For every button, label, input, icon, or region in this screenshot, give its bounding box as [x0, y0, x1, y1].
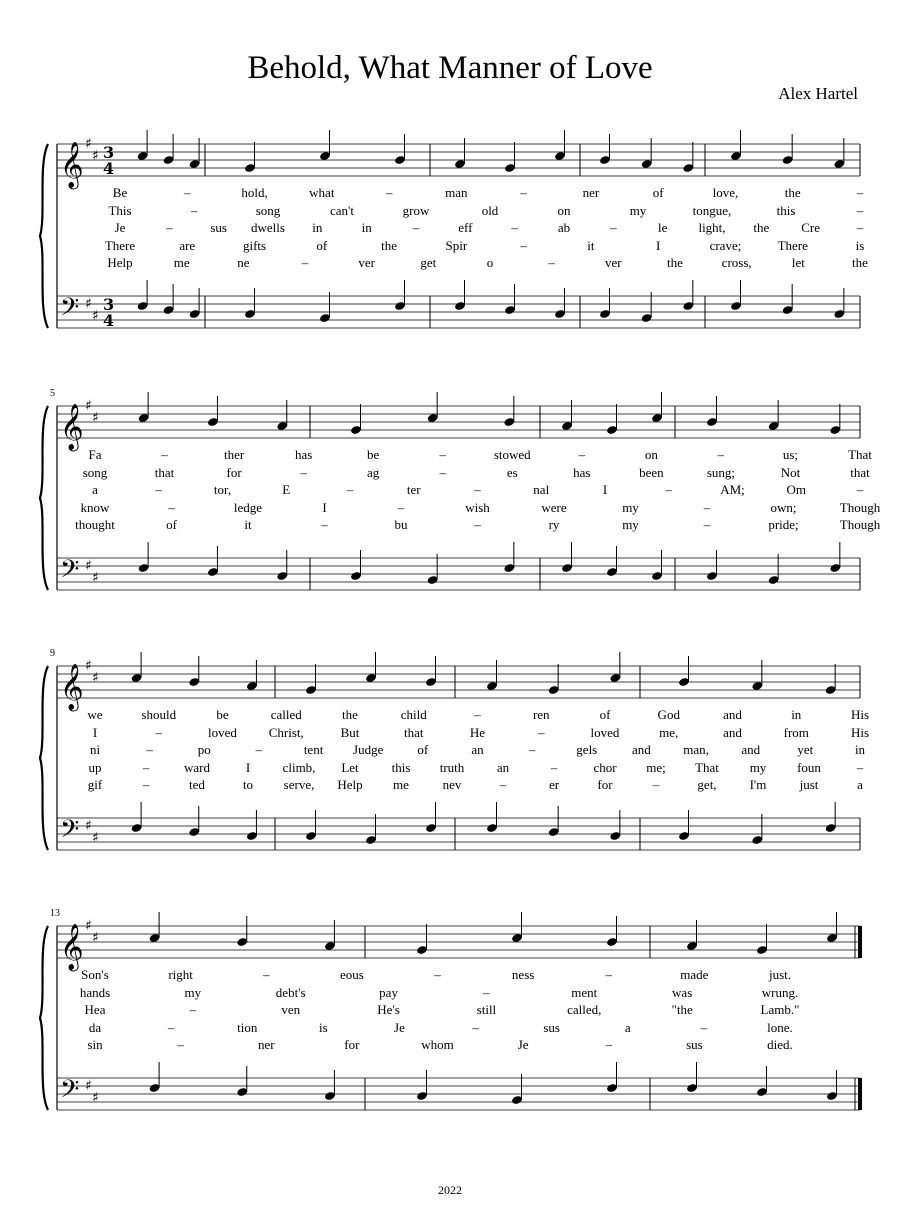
- bass-clef-icon: 𝄢: [60, 293, 80, 328]
- lyric-syllable: ner: [257, 1037, 275, 1053]
- lyric-syllable: gels: [576, 742, 598, 758]
- lyric-syllable: bu: [394, 517, 408, 533]
- lyric-syllable: I: [92, 724, 98, 740]
- lyric-syllable: –: [856, 220, 864, 236]
- lyric-syllable: an: [471, 742, 484, 758]
- lyric-syllable: ness: [511, 967, 535, 982]
- lyric-syllable: loved: [208, 724, 237, 740]
- lyric-syllable: "the: [671, 1002, 693, 1018]
- lyric-syllable: ment: [571, 984, 598, 1000]
- lyric-syllable: crave;: [709, 237, 742, 253]
- lyric-syllable: He: [469, 724, 486, 740]
- lyric-syllable: debt's: [275, 984, 306, 1000]
- lyric-syllable: loved: [590, 724, 620, 740]
- lyric-syllable: –: [483, 984, 490, 1000]
- lyric-syllable: –: [155, 724, 162, 740]
- lyric-syllable: that: [154, 464, 175, 480]
- lyric-syllable: and: [723, 707, 742, 722]
- lyric-syllable: ledge: [233, 499, 263, 515]
- lyric-syllable: ver: [358, 255, 375, 271]
- lyric-syllable: po: [197, 742, 211, 758]
- lyric-syllable: sung;: [706, 464, 735, 480]
- lyric-syllable: just: [799, 777, 819, 793]
- lyric-syllable: E: [282, 482, 291, 498]
- lyric-syllable: a: [857, 777, 863, 793]
- lyric-syllable: stowed: [493, 447, 531, 462]
- lyric-syllable: yet: [797, 742, 814, 758]
- lyric-syllable: –: [703, 517, 711, 533]
- lyric-syllable: me: [393, 777, 409, 793]
- lyric-syllable: right: [168, 967, 193, 982]
- lyric-syllable: –: [301, 255, 309, 271]
- lyric-syllable: –: [528, 742, 536, 758]
- lyric-syllable: tion: [237, 1019, 258, 1035]
- lyric-syllable: That: [848, 447, 872, 462]
- time-signature: 4: [103, 311, 115, 330]
- lyric-syllable: climb,: [282, 759, 316, 775]
- lyric-syllable: this: [776, 202, 796, 218]
- lyric-syllable: ne: [237, 255, 250, 271]
- lyric-syllable: eous: [339, 967, 364, 982]
- lyric-syllable: died.: [767, 1037, 793, 1053]
- lyric-syllable: –: [700, 1019, 708, 1035]
- lyric-syllable: Je: [394, 1019, 405, 1035]
- lyric-syllable: be: [367, 447, 380, 462]
- lyric-syllable: it: [587, 237, 595, 253]
- lyric-syllable: tent: [303, 742, 324, 758]
- lyric-syllable: ni: [89, 742, 101, 758]
- lyric-syllable: we: [87, 707, 103, 722]
- lyric-syllable: –: [321, 517, 328, 533]
- lyric-syllable: can't: [330, 202, 354, 218]
- lyric-syllable: old: [481, 202, 499, 218]
- lyric-syllable: my: [629, 202, 647, 218]
- lyric-syllable: Je: [114, 220, 126, 236]
- lyric-syllable: me,: [659, 724, 679, 740]
- lyric-syllable: –: [856, 759, 864, 775]
- lyric-syllable: ren: [532, 707, 550, 722]
- lyric-syllable: in: [854, 742, 866, 758]
- lyric-syllable: is: [318, 1019, 328, 1035]
- lyric-syllable: –: [397, 499, 405, 515]
- lyric-syllable: that: [404, 724, 424, 740]
- lyric-syllable: –: [856, 482, 864, 498]
- lyric-syllable: the: [784, 185, 801, 200]
- lyric-syllable: has: [294, 447, 313, 462]
- lyric-syllable: my: [622, 517, 639, 533]
- lyric-syllable: Om: [786, 482, 806, 498]
- lyric-syllable: Help: [107, 255, 133, 271]
- lyric-syllable: –: [161, 447, 168, 462]
- lyric-syllable: nev: [442, 777, 462, 793]
- lyric-syllable: AM;: [720, 482, 745, 498]
- lyric-syllable: –: [856, 202, 864, 218]
- lyric-syllable: –: [474, 517, 481, 533]
- lyric-syllable: Christ,: [268, 724, 304, 740]
- lyric-syllable: Je: [517, 1037, 529, 1053]
- lyric-syllable: own;: [770, 499, 797, 515]
- lyric-syllable: hands: [79, 984, 111, 1000]
- lyric-syllable: Help: [337, 777, 363, 793]
- lyric-syllable: of: [166, 517, 177, 533]
- lyric-syllable: –: [439, 447, 446, 462]
- lyric-syllable: I'm: [749, 777, 767, 793]
- lyric-syllable: my: [184, 984, 202, 1000]
- lyric-syllable: Son's: [81, 967, 109, 982]
- measure-number-5: 5: [50, 388, 55, 399]
- lyric-syllable: es: [506, 464, 518, 480]
- lyric-syllable: serve,: [283, 777, 315, 793]
- lyric-syllable: be: [216, 707, 229, 722]
- lyric-syllable: Let: [341, 759, 359, 775]
- lyric-syllable: light,: [698, 220, 726, 236]
- lyric-syllable: –: [703, 499, 711, 515]
- lyric-syllable: were: [541, 499, 567, 515]
- lyric-syllable: –: [346, 482, 354, 498]
- lyric-syllable: a: [624, 1019, 631, 1035]
- lyric-syllable: foun: [797, 759, 821, 775]
- lyric-syllable: grow: [402, 202, 430, 218]
- lyric-syllable: –: [520, 237, 527, 253]
- lyric-syllable: da: [88, 1019, 102, 1035]
- lyric-syllable: ven: [281, 1002, 301, 1018]
- lyric-syllable: of: [599, 707, 611, 722]
- treble-clef-icon: 𝄞: [60, 404, 84, 450]
- lyric-syllable: –: [155, 482, 162, 498]
- lyric-syllable: my: [749, 759, 767, 775]
- lyric-syllable: on: [557, 202, 571, 218]
- lyric-syllable: are: [179, 237, 196, 253]
- lyric-syllable: up: [88, 759, 102, 775]
- lyric-syllable: –: [142, 777, 150, 793]
- lyric-syllable: in: [791, 707, 802, 722]
- lyric-syllable: hold,: [241, 185, 268, 200]
- key-sharp-icon: ♯: [85, 296, 92, 312]
- lyric-syllable: Though: [839, 499, 881, 515]
- lyric-syllable: –: [474, 482, 481, 498]
- lyric-syllable: and: [723, 724, 742, 740]
- treble-clef-icon: 𝄞: [60, 142, 84, 188]
- lyric-syllable: I: [602, 482, 608, 498]
- lyric-syllable: –: [434, 967, 441, 982]
- lyric-syllable: –: [146, 742, 153, 758]
- lyric-syllable: –: [184, 185, 191, 200]
- lyric-syllable: know: [80, 499, 110, 515]
- key-sharp-icon: ♯: [92, 930, 99, 946]
- lyric-syllable: ry: [548, 517, 560, 533]
- lyric-syllable: gif: [87, 777, 103, 793]
- footer-year: 2022: [438, 1183, 462, 1197]
- lyric-syllable: pride;: [768, 517, 799, 533]
- lyric-syllable: ter: [406, 482, 421, 498]
- key-sharp-icon: ♯: [92, 148, 99, 164]
- lyric-syllable: I: [322, 499, 327, 515]
- lyric-syllable: –: [439, 464, 446, 480]
- lyric-syllable: eff: [458, 220, 473, 236]
- lyric-syllable: I: [245, 759, 251, 775]
- lyric-syllable: sus: [210, 220, 227, 236]
- lyric-syllable: the: [753, 220, 770, 236]
- lyric-syllable: Lamb.": [760, 1002, 800, 1018]
- lyric-syllable: song: [255, 202, 281, 218]
- lyric-syllable: us;: [782, 447, 799, 462]
- lyric-syllable: truth: [439, 759, 465, 775]
- lyric-syllable: sus: [543, 1019, 560, 1035]
- lyric-syllable: –: [717, 447, 725, 462]
- lyric-syllable: God: [657, 707, 680, 722]
- lyric-syllable: a: [92, 482, 98, 498]
- lyric-syllable: and: [741, 742, 761, 758]
- lyric-syllable: –: [412, 220, 420, 236]
- lyric-syllable: nal: [533, 482, 550, 498]
- lyric-syllable: of: [652, 185, 664, 200]
- lyric-syllable: le: [657, 220, 668, 236]
- key-sharp-icon: ♯: [85, 918, 92, 934]
- lyric-syllable: for: [344, 1037, 360, 1053]
- lyric-syllable: –: [385, 185, 393, 200]
- lyric-syllable: Be: [112, 185, 128, 200]
- lyric-syllable: That: [695, 759, 719, 775]
- lyric-syllable: thought: [75, 517, 115, 533]
- key-sharp-icon: ♯: [92, 830, 99, 846]
- lyric-syllable: pay: [379, 984, 398, 1000]
- lyric-syllable: of: [316, 237, 328, 253]
- lyric-syllable: man,: [683, 742, 709, 758]
- time-signature: 3: [103, 295, 115, 314]
- key-sharp-icon: ♯: [85, 136, 92, 152]
- treble-clef-icon: 𝄞: [60, 924, 84, 970]
- brace: [40, 926, 48, 1110]
- composer-name: Alex Hartel: [778, 84, 858, 103]
- lyric-syllable: –: [474, 707, 481, 722]
- lyric-syllable: Fa: [88, 447, 102, 462]
- lyric-syllable: His: [850, 707, 870, 722]
- lyric-syllable: been: [639, 464, 664, 480]
- lyric-syllable: has: [573, 464, 591, 480]
- lyric-syllable: made: [680, 967, 709, 982]
- lyric-syllable: and: [632, 742, 651, 758]
- lyric-syllable: the: [381, 237, 398, 253]
- lyric-syllable: There: [104, 237, 136, 253]
- lyric-syllable: man: [445, 185, 468, 200]
- lyric-syllable: ver: [605, 255, 622, 271]
- lyric-syllable: –: [168, 499, 175, 515]
- lyric-syllable: the: [667, 255, 683, 271]
- lyric-syllable: o: [486, 255, 494, 271]
- lyric-syllable: chor: [593, 759, 617, 775]
- lyric-syllable: wish: [465, 499, 490, 515]
- key-sharp-icon: ♯: [85, 658, 92, 674]
- lyric-syllable: –: [472, 1019, 479, 1035]
- bass-clef-icon: 𝄢: [60, 555, 80, 590]
- lyric-syllable: –: [511, 220, 518, 236]
- key-sharp-icon: ♯: [85, 1078, 92, 1094]
- lyric-syllable: –: [578, 447, 586, 462]
- lyric-syllable: –: [189, 1002, 197, 1018]
- lyric-syllable: is: [855, 237, 865, 253]
- treble-clef-icon: 𝄞: [60, 664, 84, 710]
- lyric-syllable: er: [548, 777, 560, 793]
- lyric-syllable: just.: [768, 967, 792, 982]
- lyric-syllable: get,: [697, 777, 717, 793]
- lyric-syllable: to: [242, 777, 254, 793]
- key-sharp-icon: ♯: [92, 670, 99, 686]
- lyric-syllable: ted: [189, 777, 205, 793]
- lyric-syllable: –: [177, 1037, 184, 1053]
- brace: [40, 666, 48, 850]
- lyric-syllable: –: [167, 1019, 175, 1035]
- lyric-syllable: –: [520, 185, 527, 200]
- lyric-syllable: on: [644, 447, 658, 462]
- measure-number-13: 13: [50, 908, 60, 919]
- lyric-syllable: love,: [712, 185, 739, 200]
- lyric-syllable: –: [652, 777, 660, 793]
- lyric-syllable: wrung.: [761, 984, 799, 1000]
- key-sharp-icon: ♯: [85, 398, 92, 414]
- lyric-syllable: –: [190, 202, 198, 218]
- lyric-syllable: called: [270, 707, 302, 722]
- lyric-syllable: for: [226, 464, 242, 480]
- lyric-syllable: sin: [87, 1037, 103, 1053]
- lyric-syllable: was: [672, 984, 693, 1000]
- lyric-syllable: –: [499, 777, 507, 793]
- lyric-syllable: Cre: [801, 220, 821, 236]
- score-title: Behold, What Manner of Love: [247, 50, 653, 86]
- lyric-syllable: Judge: [353, 742, 384, 758]
- lyric-syllable: Spir: [445, 237, 468, 253]
- lyric-syllable: me;: [646, 759, 666, 775]
- time-signature: 4: [103, 159, 115, 178]
- lyric-syllable: –: [610, 220, 617, 236]
- lyric-syllable: tor,: [213, 482, 232, 498]
- lyric-syllable: let: [791, 255, 805, 271]
- key-sharp-icon: ♯: [85, 558, 92, 574]
- key-sharp-icon: ♯: [85, 818, 92, 834]
- lyric-syllable: for: [597, 777, 613, 793]
- lyric-syllable: Not: [780, 464, 801, 480]
- lyric-syllable: whom: [421, 1037, 454, 1053]
- lyric-syllable: –: [142, 759, 150, 775]
- lyric-syllable: Though: [839, 517, 881, 533]
- lyric-syllable: it: [244, 517, 252, 533]
- lyric-syllable: lone.: [767, 1019, 793, 1035]
- lyric-syllable: –: [538, 724, 545, 740]
- lyric-syllable: sus: [686, 1037, 703, 1053]
- lyric-syllable: Hea: [84, 1002, 106, 1018]
- lyric-syllable: get: [420, 255, 437, 271]
- lyric-syllable: my: [622, 499, 639, 515]
- lyric-syllable: me: [173, 255, 190, 271]
- lyric-syllable: called,: [567, 1002, 602, 1018]
- key-sharp-icon: ♯: [92, 410, 99, 426]
- lyric-syllable: –: [856, 185, 864, 200]
- lyric-syllable: dwells: [251, 220, 285, 236]
- lyric-syllable: –: [300, 464, 307, 480]
- lyric-syllable: –: [166, 220, 173, 236]
- lyric-syllable: –: [263, 967, 270, 982]
- lyric-syllable: still: [476, 1002, 497, 1018]
- key-sharp-icon: ♯: [92, 570, 99, 586]
- lyric-syllable: –: [605, 967, 612, 982]
- lyric-syllable: But: [340, 724, 360, 740]
- lyric-syllable: what: [309, 185, 335, 200]
- lyric-syllable: tongue,: [692, 202, 732, 218]
- key-sharp-icon: ♯: [92, 1090, 99, 1106]
- lyric-syllable: There: [777, 237, 808, 253]
- lyric-syllable: ther: [223, 447, 245, 462]
- lyric-syllable: I: [656, 237, 661, 253]
- lyric-syllable: in: [312, 220, 323, 236]
- lyric-syllable: in: [361, 220, 372, 236]
- lyric-syllable: song: [82, 464, 108, 480]
- brace: [40, 406, 48, 590]
- lyric-syllable: from: [783, 724, 809, 740]
- lyric-syllable: He's: [377, 1002, 400, 1018]
- lyric-syllable: child: [400, 707, 427, 722]
- brace: [40, 144, 48, 328]
- bass-clef-icon: 𝄢: [60, 1075, 80, 1110]
- lyric-syllable: should: [141, 707, 177, 722]
- lyric-syllable: the: [342, 707, 358, 722]
- lyric-syllable: this: [391, 759, 411, 775]
- lyric-syllable: –: [548, 255, 555, 271]
- time-signature: 3: [103, 143, 115, 162]
- lyric-syllable: the: [852, 255, 868, 271]
- lyric-syllable: –: [550, 759, 558, 775]
- lyric-syllable: This: [108, 202, 132, 218]
- bass-clef-icon: 𝄢: [60, 815, 80, 850]
- lyric-syllable: –: [605, 1037, 612, 1053]
- lyric-syllable: gifts: [242, 237, 267, 253]
- lyric-syllable: –: [665, 482, 672, 498]
- lyric-syllable: that: [850, 464, 870, 480]
- lyric-syllable: of: [417, 742, 429, 758]
- lyric-syllable: –: [255, 742, 263, 758]
- lyric-syllable: cross,: [721, 255, 752, 271]
- lyric-syllable: His: [850, 724, 870, 740]
- lyric-syllable: ward: [184, 759, 210, 775]
- lyric-syllable: ag: [367, 464, 380, 480]
- lyric-syllable: ner: [582, 185, 600, 200]
- lyric-syllable: an: [496, 759, 510, 775]
- lyric-syllable: ab: [557, 220, 571, 236]
- key-sharp-icon: ♯: [92, 308, 99, 324]
- measure-number-9: 9: [50, 648, 55, 659]
